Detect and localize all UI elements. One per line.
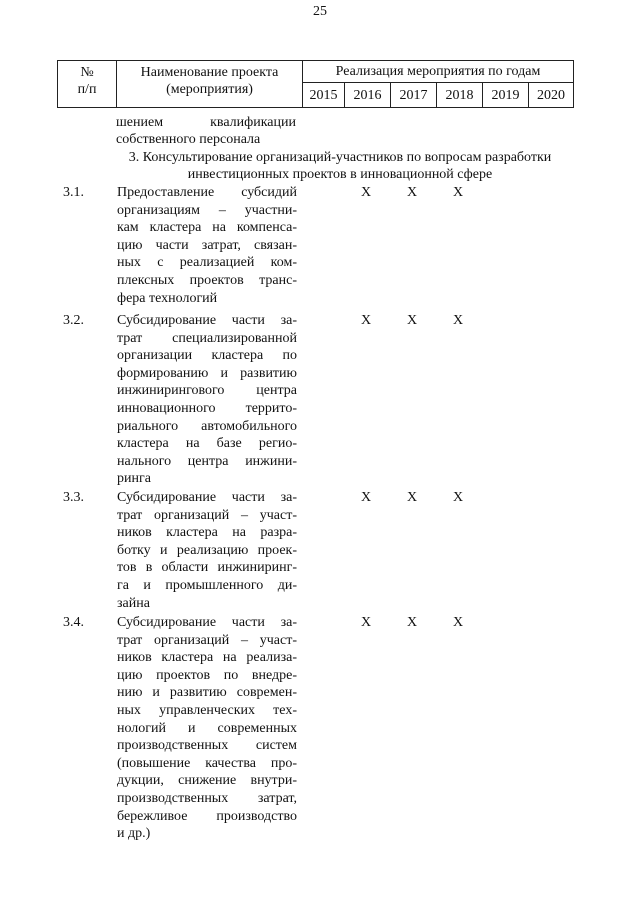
continuation-line: собственного персонала bbox=[116, 132, 261, 147]
column-header-years-group: Реализация мероприятия по годам bbox=[303, 61, 574, 83]
year-mark-2018: Х bbox=[452, 615, 464, 630]
project-name-line: формированию и развитию bbox=[117, 365, 297, 381]
project-name-line: организации кластера по bbox=[117, 348, 297, 364]
year-header-2019: 2019 bbox=[483, 83, 529, 108]
project-name-line: ботку и реализацию проек- bbox=[117, 542, 297, 558]
year-header-2020: 2020 bbox=[529, 83, 574, 108]
page-number: 25 bbox=[313, 4, 327, 19]
project-name-line: кластера на базе регио- bbox=[117, 436, 297, 452]
year-mark-2017: Х bbox=[406, 615, 418, 630]
column-header-project-name: Наименование проекта (мероприятия) bbox=[117, 61, 303, 108]
project-name-line: цию части затрат, связан- bbox=[117, 237, 297, 253]
project-name-line: зайна bbox=[117, 595, 150, 611]
project-name-line: трат организаций – участ- bbox=[117, 632, 297, 648]
project-name-line: нию и развитию современ- bbox=[117, 685, 297, 701]
project-name-line: ных управленческих тех- bbox=[117, 702, 297, 718]
table-header bbox=[57, 60, 574, 108]
project-name-line: и др.) bbox=[117, 826, 151, 842]
year-header-2016: 2016 bbox=[345, 83, 391, 108]
project-name-line: риального автомобильного bbox=[117, 418, 297, 434]
project-name-line: дукции, снижение внутри- bbox=[117, 773, 297, 789]
row-number: 3.2. bbox=[63, 313, 84, 328]
project-name-line: производственных систем bbox=[117, 738, 297, 754]
project-name-line: нологий и современных bbox=[117, 720, 297, 736]
project-name-line: трат организаций – участ- bbox=[117, 507, 297, 523]
project-name-line: организациям – участни- bbox=[117, 202, 297, 218]
project-name bbox=[117, 614, 297, 843]
continuation-line: шением квалификации bbox=[116, 115, 296, 130]
project-name bbox=[117, 489, 297, 612]
project-name bbox=[117, 312, 297, 488]
year-mark-2018: Х bbox=[452, 185, 464, 200]
project-name-line: производственных затрат, bbox=[117, 790, 297, 806]
project-name-line: ных с реализацией ком- bbox=[117, 255, 297, 271]
project-name-line: плексных проектов транс- bbox=[117, 272, 297, 288]
section-heading-line: 3. Консультирование организаций-участников по вопросам разработки bbox=[128, 150, 552, 165]
project-name-line: Субсидирование части за- bbox=[117, 490, 297, 505]
project-name-line: га и промышленного ди- bbox=[117, 577, 297, 593]
column-header-number: № п/п bbox=[58, 61, 117, 108]
project-name-line: ринга bbox=[117, 471, 151, 487]
year-header-2015: 2015 bbox=[303, 83, 345, 108]
year-header-2017: 2017 bbox=[391, 83, 437, 108]
year-mark-2018: Х bbox=[452, 313, 464, 328]
project-name-line: цию проектов по внедре- bbox=[117, 667, 297, 683]
project-name-line: ников кластера на реализа- bbox=[117, 650, 297, 666]
project-name-line: Субсидирование части за- bbox=[117, 313, 297, 328]
year-header-2018: 2018 bbox=[437, 83, 483, 108]
project-name-line: Субсидирование части за- bbox=[117, 615, 297, 630]
project-name-line: инновационного террито- bbox=[117, 400, 297, 416]
year-mark-2016: Х bbox=[360, 185, 372, 200]
year-mark-2017: Х bbox=[406, 313, 418, 328]
continued-project-text bbox=[116, 114, 296, 148]
project-name-line: Предоставление субсидий bbox=[117, 185, 297, 200]
project-name-line: фера технологий bbox=[117, 290, 218, 306]
row-number: 3.1. bbox=[63, 185, 84, 200]
project-name-line: инжинирингового центра bbox=[117, 383, 297, 399]
project-name bbox=[117, 184, 297, 307]
year-mark-2017: Х bbox=[406, 490, 418, 505]
project-name-line: кам кластера на компенса- bbox=[117, 220, 297, 236]
project-name-line: нального центра инжини- bbox=[117, 453, 297, 469]
year-mark-2016: Х bbox=[360, 490, 372, 505]
year-mark-2018: Х bbox=[452, 490, 464, 505]
year-mark-2016: Х bbox=[360, 313, 372, 328]
project-name-line: бережливое производство bbox=[117, 808, 297, 824]
row-number: 3.4. bbox=[63, 615, 84, 630]
year-mark-2017: Х bbox=[406, 185, 418, 200]
year-mark-2016: Х bbox=[360, 615, 372, 630]
project-name-line: (повышение качества про- bbox=[117, 755, 297, 771]
project-name-line: ников кластера на разра- bbox=[117, 525, 297, 541]
project-name-line: трат специализированной bbox=[117, 330, 297, 346]
project-name-line: тов в области инжиниринг- bbox=[117, 560, 297, 576]
section-heading-line: инвестиционных проектов в инновационной сфере bbox=[187, 167, 493, 182]
section-heading bbox=[60, 149, 620, 183]
row-number: 3.3. bbox=[63, 490, 84, 505]
